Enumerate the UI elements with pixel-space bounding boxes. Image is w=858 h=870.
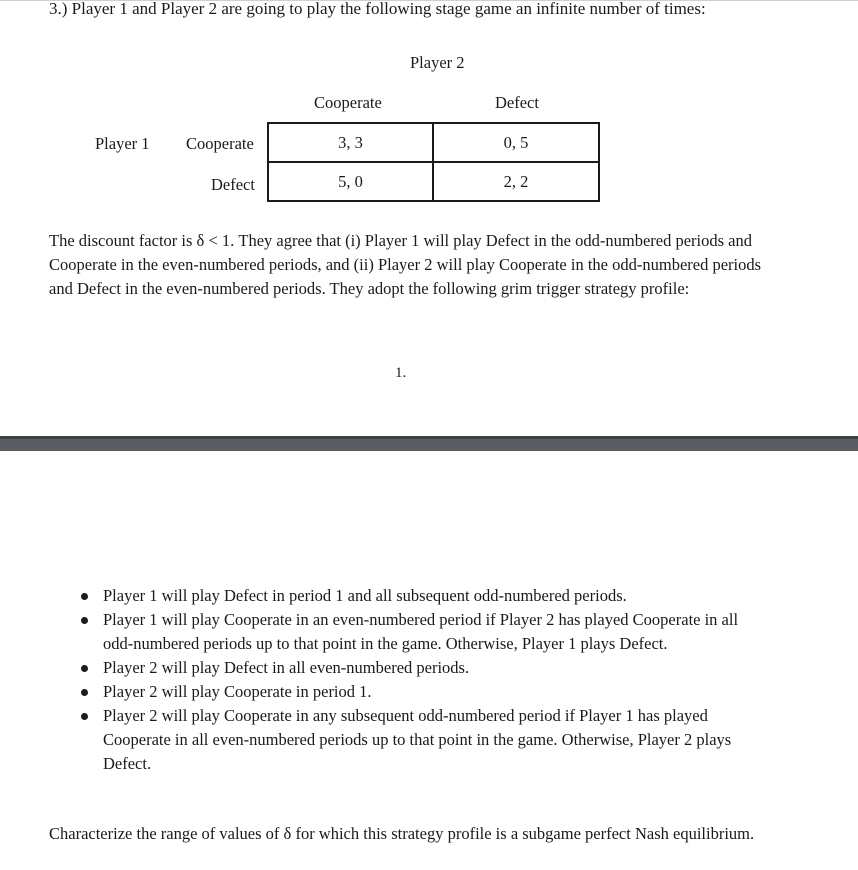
- list-item-text: Player 1 will play Cooperate in an even-numbered period if Player 2 has played Cooperate in all odd-numbered periods up to that point in the game. Otherwise, Player 1 plays Defect.: [103, 610, 739, 653]
- payoff-cell: 3, 3: [268, 123, 433, 162]
- list-item-text: Player 2 will play Cooperate in period 1.: [103, 682, 372, 701]
- list-item: [80, 680, 760, 704]
- list-item-text: Player 2 will play Cooperate in any subsequent odd-numbered period if Player 1 has played Cooperate in all even-numbered periods up to that point in the game. Otherwise, Player 2 plays Defect.: [103, 706, 732, 773]
- row-player-label: Player 1: [95, 134, 150, 153]
- row-action-defect: Defect: [211, 175, 255, 194]
- payoff-row-cooperate: [268, 123, 599, 162]
- bullet-icon: [81, 713, 88, 720]
- row-action-cooperate: Cooperate: [186, 134, 254, 153]
- question-heading: 3.) Player 1 and Player 2 are going to play the following stage game an infinite number of times:: [49, 0, 706, 18]
- list-item: [80, 608, 760, 656]
- page-number: 1.: [395, 365, 407, 381]
- column-action-defect: Defect: [495, 93, 539, 112]
- page-break-divider-edge: [0, 436, 858, 439]
- discount-factor-paragraph: The discount factor is δ < 1. They agree that (i) Player 1 will play Defect in the odd-numbered periods and Cooperate in the even-numbered periods, and (ii) Player 2 will play Cooperate in the odd-numbered periods and Defect in the even-numbered periods. They adopt the following grim trigger strategy profile:: [49, 231, 762, 298]
- bullet-icon: [81, 689, 88, 696]
- question-paragraph: Characterize the range of values of δ for which this strategy profile is a subgame perfect Nash equilibrium.: [49, 824, 755, 843]
- payoff-cell: 5, 0: [268, 162, 433, 201]
- column-player-label: Player 2: [410, 53, 465, 72]
- bullet-icon: [81, 593, 88, 600]
- list-item: [80, 704, 760, 776]
- payoff-matrix: [267, 122, 600, 202]
- column-action-cooperate: Cooperate: [314, 93, 382, 112]
- payoff-row-defect: [268, 162, 599, 201]
- bullet-icon: [81, 665, 88, 672]
- list-item: [80, 584, 760, 608]
- payoff-cell: 2, 2: [433, 162, 599, 201]
- list-item: [80, 656, 760, 680]
- payoff-cell: 0, 5: [433, 123, 599, 162]
- strategy-bullet-list: [80, 584, 760, 776]
- bullet-icon: [81, 617, 88, 624]
- list-item-text: Player 1 will play Defect in period 1 and all subsequent odd-numbered periods.: [103, 586, 627, 605]
- list-item-text: Player 2 will play Defect in all even-numbered periods.: [103, 658, 470, 677]
